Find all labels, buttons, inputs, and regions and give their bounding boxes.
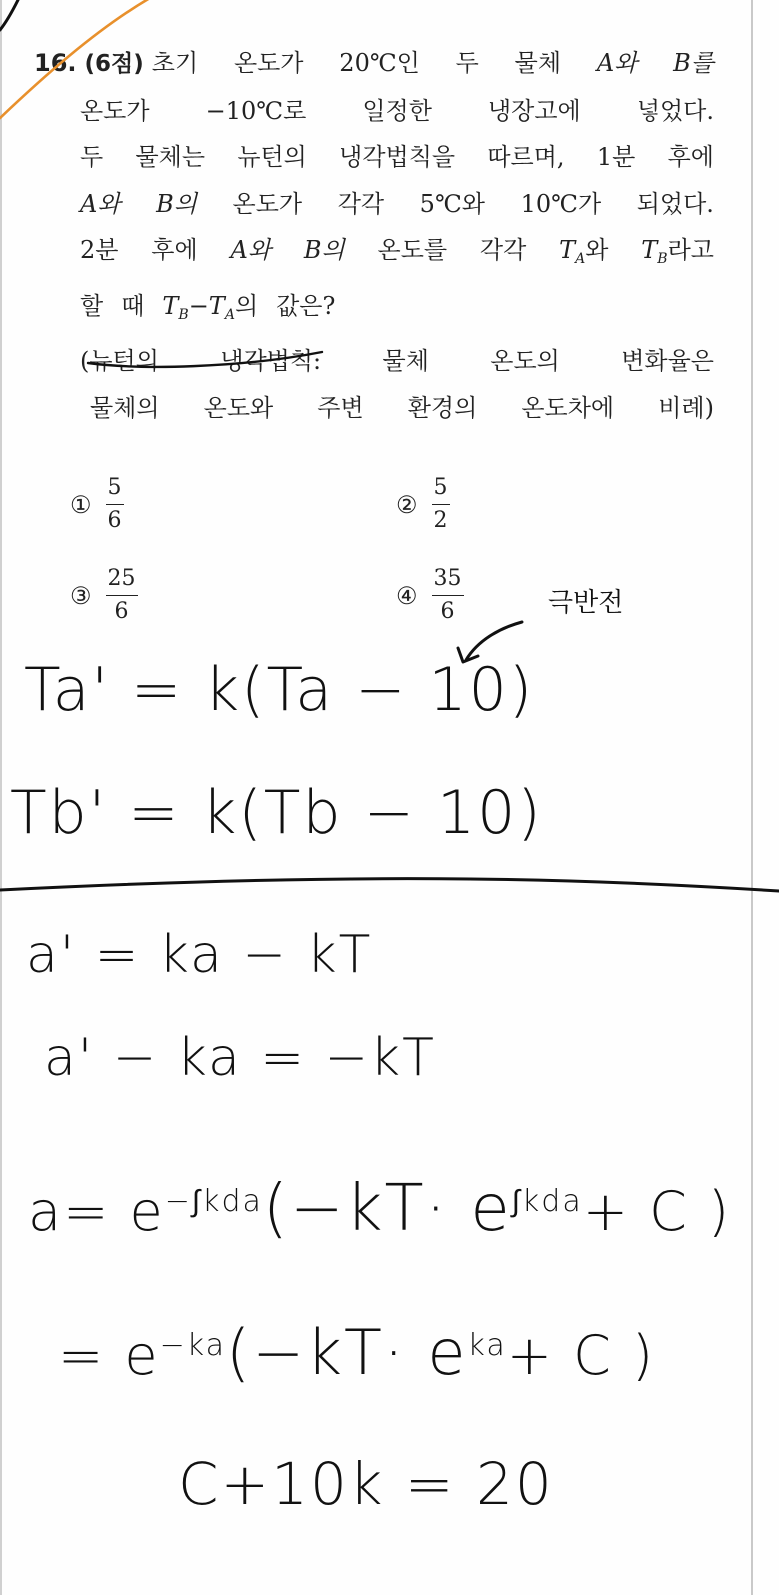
word: 물체는	[135, 143, 206, 171]
word: 두	[80, 143, 104, 171]
denominator: 2	[433, 508, 448, 533]
equation-a-prime: a' = ka − kT	[26, 925, 373, 985]
equation-rearranged: a' − ka = −kT	[44, 1028, 436, 1088]
word: 5℃와	[419, 189, 485, 218]
eq-part: + C )	[582, 1180, 732, 1243]
choice-mark: ①	[70, 490, 92, 519]
equation-tb: Tb' = k(Tb − 10)	[10, 778, 543, 848]
word: 온도가	[80, 96, 150, 125]
word: 초기	[151, 49, 199, 77]
word: 변화율은	[621, 347, 714, 375]
word: 후에	[667, 143, 714, 171]
word: 와	[585, 236, 609, 264]
word: 각각	[479, 236, 527, 264]
word: 냉장고에	[488, 96, 581, 125]
equation-constant: C+10k = 20	[178, 1450, 554, 1518]
word: A와	[80, 189, 121, 218]
word: 값은?	[276, 291, 336, 320]
top-left-curve	[0, 0, 18, 30]
subscript: A	[224, 306, 235, 323]
word: 할	[80, 291, 104, 320]
word: 환경의	[407, 393, 478, 422]
exponent: ∫kda	[511, 1184, 583, 1219]
denominator: 6	[440, 599, 455, 624]
equation-solution	[28, 1172, 731, 1246]
choice-mark: ④	[396, 581, 418, 610]
word: 두	[455, 49, 479, 77]
word: 되었다.	[636, 189, 714, 218]
orange-check-mark	[0, 0, 150, 118]
word: 냉각법칙을	[339, 143, 456, 171]
variable-T: T	[641, 236, 658, 264]
exponent: −ka	[159, 1328, 227, 1363]
numerator: 5	[106, 477, 124, 505]
denominator: 6	[114, 599, 129, 624]
divider-line	[0, 879, 779, 891]
word: 물체	[382, 347, 429, 375]
problem-score: (6점)	[84, 51, 144, 77]
word: 후에	[151, 236, 198, 264]
word: 온도가	[233, 49, 304, 77]
exponent: −∫kda	[164, 1184, 263, 1219]
problem-number: 16.	[34, 49, 77, 77]
word: B의	[303, 236, 345, 264]
variable-T: T	[162, 291, 179, 320]
variable-T: T	[559, 236, 576, 264]
word: 20℃인	[339, 49, 420, 77]
variable-T: T	[208, 291, 225, 320]
word: B를	[673, 49, 714, 77]
numerator: 25	[106, 568, 138, 596]
word: B의	[156, 189, 197, 218]
word: A와	[596, 49, 638, 77]
word: A와	[230, 236, 272, 264]
numerator: 5	[432, 477, 450, 505]
word: 냉각법칙:	[220, 347, 322, 375]
margin-note: 극반전	[548, 588, 624, 618]
word: (뉴턴의	[80, 347, 159, 375]
equation-ta: Ta' = k(Ta − 10)	[24, 655, 535, 725]
word: 일정한	[362, 96, 432, 125]
word: 의	[234, 291, 259, 320]
underline-mark	[88, 352, 322, 367]
word: 2분	[80, 236, 119, 264]
word: −10℃로	[205, 96, 307, 125]
eq-part: (−kT· e	[262, 1172, 512, 1246]
word: 주변	[317, 393, 364, 422]
eq-part: + C )	[506, 1324, 656, 1387]
choice-mark: ③	[70, 581, 92, 610]
word: 10℃가	[520, 189, 602, 218]
subscript: B	[657, 251, 668, 267]
word: 넣었다.	[636, 96, 714, 125]
exponent: ka	[467, 1328, 507, 1363]
word: 라고	[667, 236, 714, 264]
minus-sign: −	[188, 291, 209, 320]
word: 물체의	[90, 393, 160, 422]
word: 온도를	[377, 236, 448, 264]
word: 뉴턴의	[237, 143, 307, 171]
eq-part: (−kT· e	[226, 1316, 468, 1389]
word: 온도차에	[521, 393, 615, 422]
word: 온도의	[490, 347, 560, 375]
word: 각각	[337, 189, 385, 218]
denominator: 6	[107, 508, 122, 533]
equation-simplified	[58, 1316, 655, 1389]
word: 온도와	[203, 393, 274, 422]
word: 때	[121, 291, 145, 320]
word: 따르며,	[487, 143, 565, 171]
subscript: B	[178, 306, 189, 323]
choice-mark: ②	[396, 490, 418, 519]
numerator: 35	[432, 568, 464, 596]
eq-part: = e	[58, 1324, 160, 1387]
word: 물체	[514, 49, 562, 77]
word: 비례)	[658, 393, 714, 422]
word: 온도가	[232, 189, 303, 218]
eq-part: a= e	[28, 1180, 165, 1243]
word: 1분	[596, 143, 636, 171]
subscript: A	[575, 251, 586, 267]
